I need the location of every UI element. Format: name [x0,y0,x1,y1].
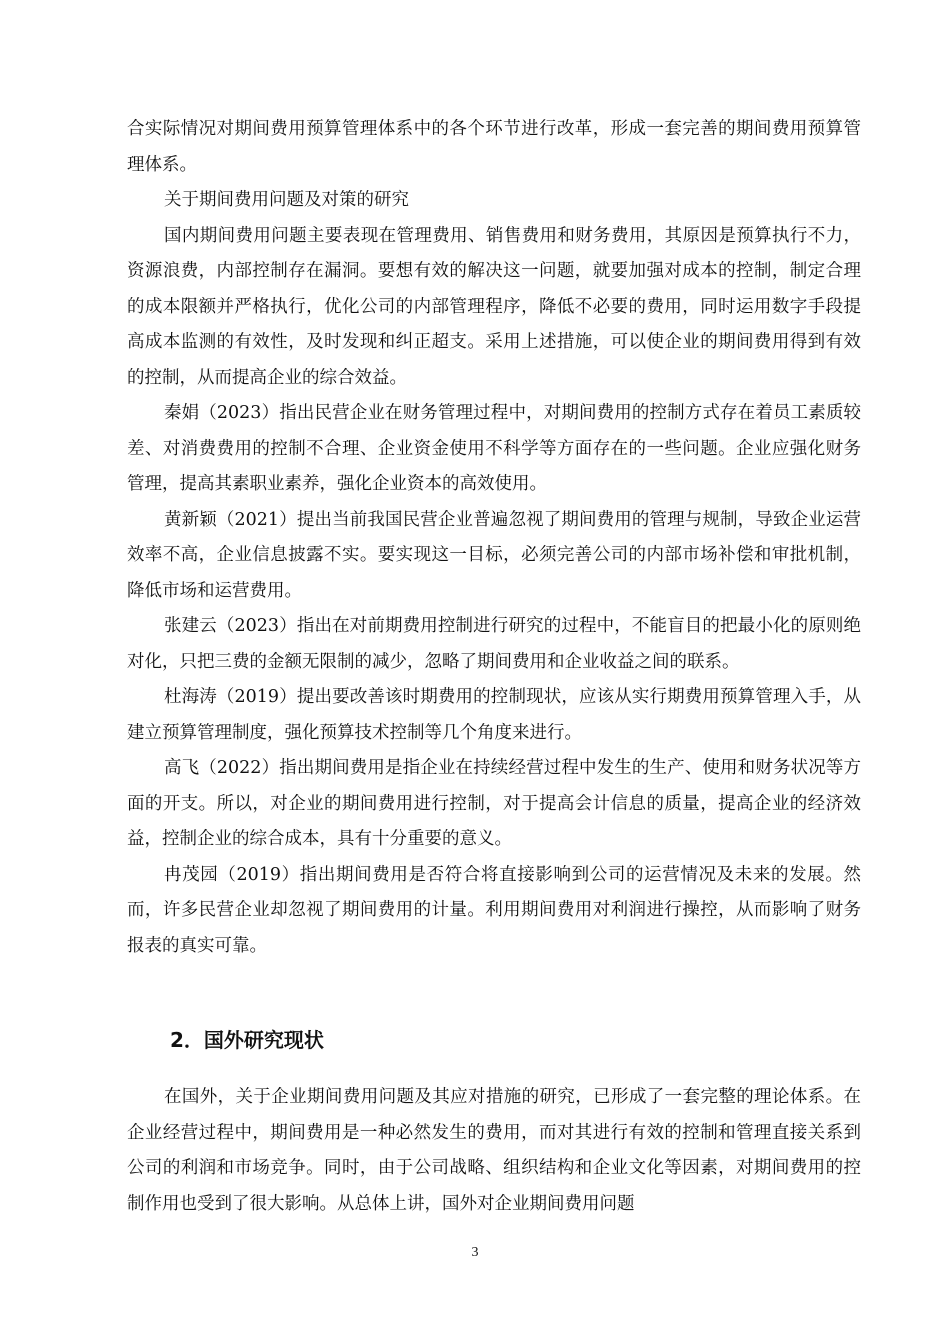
paragraph-foreign-overview: 在国外，关于企业期间费用问题及其应对措施的研究，已形成了一套完整的理论体系。在企业经营过程中，期间费用是一种必然发生的费用，而对其进行有效的控制和管理直接关系到公司的利润和市场竞争。同时，由于公司战略、组织结构和企业文化等因素，对期间费用的控制作用也受到了很大影响。从总体上讲，国外对企业期间费用问题 [127,1087,861,1214]
paragraph-gao-fei: 高飞（2022）指出期间费用是指企业在持续经营过程中发生的生产、使用和财务状况等方面的开支。所以，对企业的期间费用进行控制，对于提高会计信息的质量，提高企业的经济效益，控制企业的综合成本，具有十分重要的意义。 [127,758,861,849]
body-text-block [127,112,861,964]
paragraph-du-haitao: 杜海涛（2019）提出要改善该时期费用的控制现状，应该从实行期费用预算管理入手，从建立预算管理制度，强化预算技术控制等几个角度来进行。 [127,687,861,743]
subheading-domestic-research: 关于期间费用问题及对策的研究 [164,190,409,210]
section-heading: 2．国外研究现状 [170,1028,324,1052]
section-body [127,1080,861,1222]
paragraph-qin-juan: 秦娟（2023）指出民营企业在财务管理过程中，对期间费用的控制方式存在着员工素质较差、对消费费用的控制不合理、企业资金使用不科学等方面存在的一些问题。企业应强化财务管理，提高其素职业素养，强化企业资本的高效使用。 [127,403,861,494]
paragraph-huang-xinying: 黄新颖（2021）提出当前我国民营企业普遍忽视了期间费用的管理与规制，导致企业运营效率不高，企业信息披露不实。要实现这一目标，必须完善公司的内部市场补偿和审批机制，降低市场和运营费用。 [127,509,861,601]
paragraph-continuation: 合实际情况对期间费用预算管理体系中的各个环节进行改革，形成一套完善的期间费用预算管理体系。 [127,119,861,175]
page-number: 3 [471,1245,479,1260]
paragraph-zhang-jianyun: 张建云（2023）指出在对前期费用控制进行研究的过程中，不能盲目的把最小化的原则绝对化，只把三费的金额无限制的减少，忽略了期间费用和企业收益之间的联系。 [127,616,861,672]
paragraph-domestic-overview: 国内期间费用问题主要表现在管理费用、销售费用和财务费用，其原因是预算执行不力，资源浪费，内部控制存在漏洞。要想有效的解决这一问题，就要加强对成本的控制，制定合理的成本限额并严格执行，优化公司的内部管理程序，降低不必要的费用，同时运用数字手段提高成本监测的有效性，及时发现和纠正超支。采用上述措施，可以使企业的期间费用得到有效的控制，从而提高企业的综合效益。 [127,225,861,388]
paragraph-ran-maoyuan: 冉茂园（2019）指出期间费用是否符合将直接影响到公司的运营情况及未来的发展。然而，许多民营企业却忽视了期间费用的计量。利用期间费用对利润进行操控，从而影响了财务报表的真实可靠。 [127,864,861,956]
